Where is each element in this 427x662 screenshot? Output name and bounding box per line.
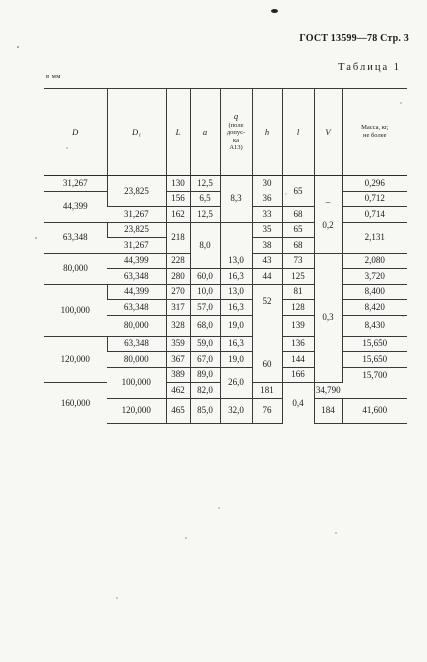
- cell-D1: 100,000: [107, 367, 166, 398]
- cell-mass: 2,080: [342, 253, 407, 269]
- cell-L: 280: [166, 269, 190, 285]
- cell-h: 36: [252, 191, 282, 207]
- cell-l: 166: [282, 367, 314, 383]
- cell-mass: 8,430: [342, 315, 407, 336]
- dimensions-table: [44, 88, 407, 424]
- units-label: в мм: [46, 73, 61, 80]
- col-header-D1: D₁: [107, 89, 166, 176]
- cell-D: 120,000: [44, 336, 107, 383]
- cell-h: 30: [252, 176, 282, 192]
- cell-V: 0,3: [314, 253, 342, 383]
- table-row: [44, 222, 407, 238]
- cell-a: 10,0: [190, 284, 220, 300]
- cell-h: 33: [252, 207, 282, 223]
- cell-l: 65: [282, 222, 314, 238]
- cell-D1: 44,399: [107, 284, 166, 300]
- table-row: [44, 336, 407, 352]
- cell-l: 136: [282, 336, 314, 352]
- q-line-3: ка: [233, 136, 239, 144]
- cell-mass: 15,650: [342, 336, 407, 352]
- cell-a: 59,0: [190, 336, 220, 352]
- cell-mass: 8,420: [342, 300, 407, 316]
- cell-mass: 0,712: [342, 191, 407, 207]
- cell-mass: 0,296: [342, 176, 407, 192]
- cell-l: 125: [282, 269, 314, 285]
- cell-D1: 23,825: [107, 222, 166, 238]
- cell-D: 80,000: [44, 253, 107, 284]
- cell-D: 160,000: [44, 383, 107, 424]
- cell-D: 100,000: [44, 284, 107, 336]
- cell-D1: 31,267: [107, 238, 166, 254]
- cell-a: 12,5: [190, 176, 220, 192]
- cell-q-value: 13,0: [228, 255, 244, 265]
- q-line-4: A13): [229, 144, 243, 152]
- col-header-L: L: [166, 89, 190, 176]
- cell-L: 162: [166, 207, 190, 223]
- cell-a: 12,5: [190, 207, 220, 223]
- cell-h-value: 52: [262, 296, 272, 307]
- q-line-1: (поле: [228, 121, 244, 129]
- col-header-h: h: [252, 89, 282, 176]
- cell-q: 16,3: [220, 269, 252, 285]
- cell-h: 35: [252, 222, 282, 238]
- mass-line-2: не более: [363, 132, 387, 139]
- cell-a: 57,0: [190, 300, 220, 316]
- cell-q: 8,3: [220, 176, 252, 223]
- cell-D1: 31,267: [107, 207, 166, 223]
- cell-l: 65: [282, 176, 314, 207]
- cell-V: [314, 176, 342, 254]
- cell-L: 218: [166, 222, 190, 253]
- cell-L: 462: [166, 383, 190, 399]
- cell-q: 32,0: [220, 398, 252, 423]
- cell-D1: 63,348: [107, 336, 166, 352]
- cell-L: 156: [166, 191, 190, 207]
- cell-q: 19,0: [220, 315, 252, 336]
- cell-q: 26,0: [220, 367, 252, 398]
- cell-mass: 0,714: [342, 207, 407, 223]
- cell-q: 16,3: [220, 336, 252, 352]
- cell-mass: 3,720: [342, 269, 407, 285]
- col-header-V: V: [314, 89, 342, 176]
- cell-mass: 15,650: [342, 352, 407, 368]
- cell-q: 19,0: [220, 352, 252, 368]
- cell-D1: 44,399: [107, 253, 166, 269]
- cell-l: 68: [282, 207, 314, 223]
- cell-L: 359: [166, 336, 190, 352]
- q-line-2: допус-: [226, 129, 246, 137]
- cell-D1: 120,000: [107, 398, 166, 423]
- cell-L: 367: [166, 352, 190, 368]
- cell-D1: 63,348: [107, 300, 166, 316]
- col-header-D: D: [44, 89, 107, 176]
- cell-mass: 41,600: [342, 398, 407, 423]
- cell-h: 43: [252, 253, 282, 269]
- cell-a: 60,0: [190, 269, 220, 285]
- table-row: [44, 284, 407, 300]
- cell-V-value: 0,2: [322, 220, 334, 231]
- cell-q: [220, 222, 252, 269]
- cell-h-value: 60: [262, 359, 272, 370]
- cell-mass: 15,700: [342, 367, 407, 383]
- cell-l: 81: [282, 284, 314, 300]
- cell-D1: 80,000: [107, 315, 166, 336]
- q-symbol: q: [233, 111, 239, 122]
- cell-L: 389: [166, 367, 190, 383]
- cell-L: 317: [166, 300, 190, 316]
- cell-l: 68: [282, 238, 314, 254]
- cell-mass: 2,131: [342, 222, 407, 253]
- standard-header: ГОСТ 13599—78 Стр. 3: [299, 33, 409, 44]
- cell-l: 73: [282, 253, 314, 269]
- col-header-q: [220, 89, 252, 176]
- cell-mass: 8,400: [342, 284, 407, 300]
- cell-h: [252, 284, 282, 383]
- cell-l: 181: [252, 383, 282, 399]
- cell-a: 85,0: [190, 398, 220, 423]
- col-header-a: a: [190, 89, 220, 176]
- cell-D: 44,399: [44, 191, 107, 222]
- cell-l: 139: [282, 315, 314, 336]
- cell-L: 270: [166, 284, 190, 300]
- cell-a: 68,0: [190, 315, 220, 336]
- cell-a: 67,0: [190, 352, 220, 368]
- cell-L: 465: [166, 398, 190, 423]
- cell-D1: 23,825: [107, 176, 166, 207]
- page-mark-dot: [271, 9, 278, 13]
- cell-V: 0,4: [282, 383, 314, 424]
- cell-l: 184: [314, 398, 342, 423]
- mass-line-1: Масса, кг,: [361, 124, 389, 132]
- cell-h: 38: [252, 238, 282, 254]
- cell-q: 16,3: [220, 300, 252, 316]
- cell-q: 13,0: [220, 284, 252, 300]
- header-row: [44, 89, 407, 176]
- cell-h: 76: [252, 398, 282, 423]
- col-header-mass: [342, 89, 407, 176]
- cell-D1: 80,000: [107, 352, 166, 368]
- cell-L: 228: [166, 253, 190, 269]
- cell-D: 31,267: [62, 177, 88, 188]
- cell-D: 63,348: [44, 222, 107, 253]
- table-label: Таблица 1: [338, 62, 401, 73]
- cell-mass: 34,790: [314, 383, 342, 399]
- cell-L: 130: [166, 176, 190, 192]
- cell-a: 82,0: [190, 383, 220, 399]
- cell-l: 144: [282, 352, 314, 368]
- cell-a: 8,0: [190, 222, 220, 269]
- cell-l: 128: [282, 300, 314, 316]
- table-row: [44, 176, 407, 192]
- cell-V-dash: –: [325, 197, 331, 208]
- cell-h: 44: [252, 269, 282, 285]
- col-header-l: l: [282, 89, 314, 176]
- cell-L: 328: [166, 315, 190, 336]
- cell-D1: 63,348: [107, 269, 166, 285]
- cell-a: 6,5: [190, 191, 220, 207]
- cell-a: 89,0: [190, 367, 220, 383]
